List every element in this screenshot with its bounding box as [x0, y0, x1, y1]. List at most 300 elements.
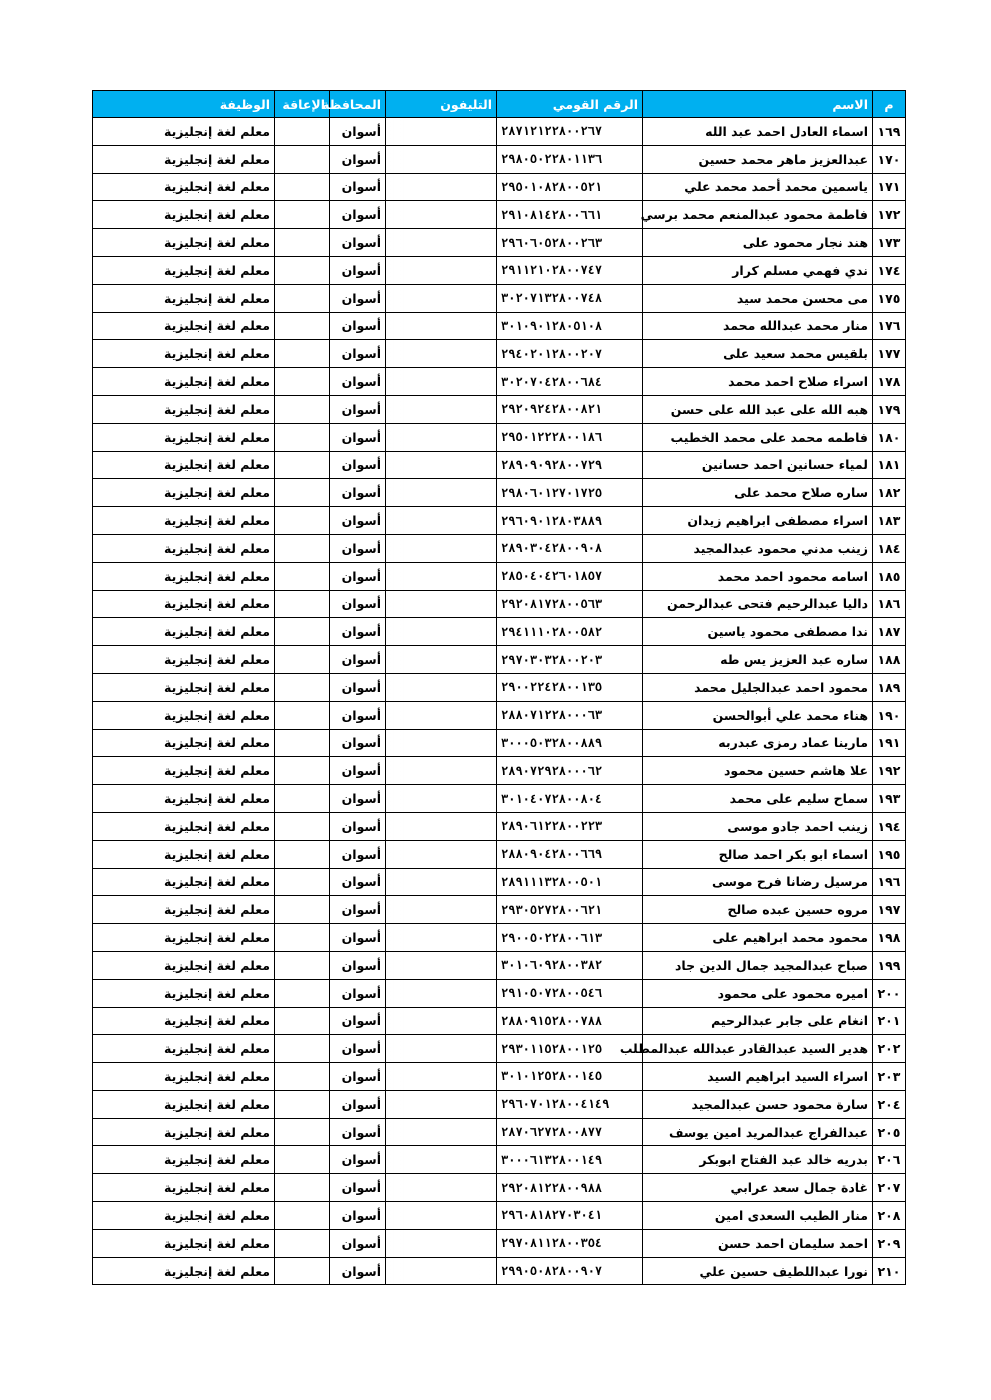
disability-cell	[275, 1035, 330, 1063]
governorate-cell: أسوان	[330, 1035, 386, 1063]
table-row	[93, 1007, 906, 1035]
row-number-cell: ١٧٣	[873, 229, 906, 257]
row-number-cell: ١٩٩	[873, 951, 906, 979]
governorate-cell: أسوان	[330, 646, 386, 674]
table-row	[93, 646, 906, 674]
phone-cell-redacted	[386, 757, 497, 785]
table-row	[93, 785, 906, 813]
name-cell: غادة جمال سعد عرابي	[643, 1174, 873, 1202]
national-id-cell: ٢٩٦٠٩٠١٢٨٠٣٨٨٩	[497, 507, 643, 535]
national-id-cell: ٢٩٨٠٦٠١٢٧٠١٧٢٥	[497, 479, 643, 507]
name-cell: ياسمين محمد أحمد محمد علي	[643, 173, 873, 201]
job-cell: معلم لغة إنجليزية	[93, 562, 275, 590]
governorate-cell: أسوان	[330, 479, 386, 507]
name-cell: لمياء حسانين احمد حسانين	[643, 451, 873, 479]
national-id-cell: ٣٠٠٠٦١٣٢٨٠٠١٤٩	[497, 1146, 643, 1174]
phone-cell-redacted	[386, 812, 497, 840]
national-id-cell: ٣٠١٠٦٠٩٢٨٠٠٣٨٢	[497, 951, 643, 979]
job-cell: معلم لغة إنجليزية	[93, 812, 275, 840]
name-cell: مى محسن محمد سيد	[643, 284, 873, 312]
row-number-cell: ١٨٩	[873, 673, 906, 701]
governorate-cell: أسوان	[330, 534, 386, 562]
disability-cell	[275, 896, 330, 924]
job-cell: معلم لغة إنجليزية	[93, 423, 275, 451]
name-cell: فاطمه محمد على محمد الخطيب	[643, 423, 873, 451]
governorate-cell: أسوان	[330, 729, 386, 757]
governorate-cell: أسوان	[330, 618, 386, 646]
table-row	[93, 201, 906, 229]
job-cell: معلم لغة إنجليزية	[93, 145, 275, 173]
disability-cell	[275, 534, 330, 562]
name-cell: اميره محمود على محمود	[643, 979, 873, 1007]
name-cell: منار محمد عبدالله محمد	[643, 312, 873, 340]
row-number-cell: ١٩٣	[873, 785, 906, 813]
disability-cell	[275, 229, 330, 257]
national-id-cell: ٢٩٦٠٨١٨٢٧٠٣٠٤١	[497, 1202, 643, 1230]
name-cell: داليا عبدالرحيم فتحى عبدالرحمن	[643, 590, 873, 618]
row-number-cell: ١٩٨	[873, 924, 906, 952]
row-number-cell: ٢٠٨	[873, 1202, 906, 1230]
row-number-cell: ٢٠٤	[873, 1090, 906, 1118]
name-cell: هند نجار محمود على	[643, 229, 873, 257]
name-cell: هبه الله على عبد الله على حسن	[643, 395, 873, 423]
name-cell: عبدالفراج عبدالمريد امين يوسف	[643, 1118, 873, 1146]
row-number-cell: ١٧٧	[873, 340, 906, 368]
header-num: م	[873, 91, 906, 118]
national-id-cell: ٣٠٢٠٧٠٤٢٨٠٠٦٨٤	[497, 368, 643, 396]
table-row	[93, 1257, 906, 1285]
governorate-cell: أسوان	[330, 1063, 386, 1091]
name-cell: اسماء العادل احمد عبد الله	[643, 118, 873, 146]
governorate-cell: أسوان	[330, 173, 386, 201]
name-cell: مروه حسين عبده صالح	[643, 896, 873, 924]
job-cell: معلم لغة إنجليزية	[93, 757, 275, 785]
national-id-cell: ٢٨٩٠٣٠٤٢٨٠٠٩٠٨	[497, 534, 643, 562]
name-cell: عبدالعزيز ماهر محمد حسين	[643, 145, 873, 173]
national-id-cell: ٢٩٢٠٨١٧٢٨٠٠٥٦٣	[497, 590, 643, 618]
table-row	[93, 312, 906, 340]
row-number-cell: ١٧١	[873, 173, 906, 201]
governorate-cell: أسوان	[330, 979, 386, 1007]
row-number-cell: ١٩٦	[873, 868, 906, 896]
name-cell: ندي فهمي مسلم كرار	[643, 256, 873, 284]
table-row	[93, 840, 906, 868]
table-row	[93, 673, 906, 701]
name-cell: هدير السيد عبدالقادر عبدالله عبدالمطلب	[643, 1035, 873, 1063]
disability-cell	[275, 201, 330, 229]
national-id-cell: ٢٩٦٠٧٠١٢٨٠٠٤١٤٩	[497, 1090, 643, 1118]
national-id-cell: ٢٨٩١١١٣٢٨٠٠٥٠١	[497, 868, 643, 896]
table-row	[93, 729, 906, 757]
header-phone: التليفون	[386, 91, 497, 118]
phone-cell-redacted	[386, 340, 497, 368]
disability-cell	[275, 1202, 330, 1230]
header-name: الاسم	[643, 91, 873, 118]
governorate-cell: أسوان	[330, 312, 386, 340]
name-cell: مرسيل رضانا فرح موسى	[643, 868, 873, 896]
phone-cell-redacted	[386, 507, 497, 535]
table-row	[93, 256, 906, 284]
phone-cell-redacted	[386, 590, 497, 618]
table-row	[93, 951, 906, 979]
job-cell: معلم لغة إنجليزية	[93, 729, 275, 757]
applicants-sheet	[92, 90, 905, 1285]
national-id-cell: ٢٩٠٠٥٠٢٢٨٠٠٦١٣	[497, 924, 643, 952]
job-cell: معلم لغة إنجليزية	[93, 979, 275, 1007]
row-number-cell: ١٨١	[873, 451, 906, 479]
job-cell: معلم لغة إنجليزية	[93, 534, 275, 562]
disability-cell	[275, 395, 330, 423]
governorate-cell: أسوان	[330, 256, 386, 284]
national-id-cell: ٢٨٩٠٩٠٩٢٨٠٠٧٢٩	[497, 451, 643, 479]
phone-cell-redacted	[386, 118, 497, 146]
table-row	[93, 812, 906, 840]
phone-cell-redacted	[386, 173, 497, 201]
table-row	[93, 479, 906, 507]
row-number-cell: ١٨٥	[873, 562, 906, 590]
table-body	[93, 118, 906, 1285]
row-number-cell: ١٨٦	[873, 590, 906, 618]
disability-cell	[275, 1229, 330, 1257]
row-number-cell: ١٧٢	[873, 201, 906, 229]
governorate-cell: أسوان	[330, 1007, 386, 1035]
row-number-cell: ٢٠٠	[873, 979, 906, 1007]
row-number-cell: ١٧٤	[873, 256, 906, 284]
governorate-cell: أسوان	[330, 145, 386, 173]
job-cell: معلم لغة إنجليزية	[93, 785, 275, 813]
job-cell: معلم لغة إنجليزية	[93, 395, 275, 423]
table-row	[93, 145, 906, 173]
job-cell: معلم لغة إنجليزية	[93, 590, 275, 618]
row-number-cell: ١٧٨	[873, 368, 906, 396]
table-row	[93, 284, 906, 312]
table-row	[93, 1229, 906, 1257]
table-row	[93, 590, 906, 618]
governorate-cell: أسوان	[330, 1202, 386, 1230]
phone-cell-redacted	[386, 534, 497, 562]
national-id-cell: ٢٩٢٠٨١٢٢٨٠٠٩٨٨	[497, 1174, 643, 1202]
disability-cell	[275, 673, 330, 701]
national-id-cell: ٢٩١١٢١٠٢٨٠٠٧٤٧	[497, 256, 643, 284]
row-number-cell: ٢٠٥	[873, 1118, 906, 1146]
header-governorate: المحافظة	[330, 91, 386, 118]
phone-cell-redacted	[386, 785, 497, 813]
disability-cell	[275, 256, 330, 284]
disability-cell	[275, 1174, 330, 1202]
row-number-cell: ١٧٥	[873, 284, 906, 312]
header-disability: الإعاقة	[275, 91, 330, 118]
national-id-cell: ٢٨٨٠٩١٥٢٨٠٠٧٨٨	[497, 1007, 643, 1035]
national-id-cell: ٢٨٧٠٦٢٧٢٨٠٠٨٧٧	[497, 1118, 643, 1146]
table-row	[93, 701, 906, 729]
job-cell: معلم لغة إنجليزية	[93, 1229, 275, 1257]
table-row	[93, 1118, 906, 1146]
national-id-cell: ٣٠١٠١٢٥٢٨٠٠١٤٥	[497, 1063, 643, 1091]
governorate-cell: أسوان	[330, 1118, 386, 1146]
table-row	[93, 451, 906, 479]
disability-cell	[275, 840, 330, 868]
phone-cell-redacted	[386, 618, 497, 646]
disability-cell	[275, 451, 330, 479]
job-cell: معلم لغة إنجليزية	[93, 284, 275, 312]
name-cell: ساره صلاح محمد على	[643, 479, 873, 507]
governorate-cell: أسوان	[330, 229, 386, 257]
governorate-cell: أسوان	[330, 590, 386, 618]
disability-cell	[275, 1118, 330, 1146]
row-number-cell: ١٦٩	[873, 118, 906, 146]
job-cell: معلم لغة إنجليزية	[93, 1174, 275, 1202]
row-number-cell: ٢٠٩	[873, 1229, 906, 1257]
job-cell: معلم لغة إنجليزية	[93, 1063, 275, 1091]
disability-cell	[275, 618, 330, 646]
disability-cell	[275, 562, 330, 590]
national-id-cell: ٢٩١٠٨١٤٢٨٠٠٦٦١	[497, 201, 643, 229]
governorate-cell: أسوان	[330, 423, 386, 451]
row-number-cell: ١٨٨	[873, 646, 906, 674]
row-number-cell: ١٧٩	[873, 395, 906, 423]
national-id-cell: ٢٩٤٠٢٠١٢٨٠٠٢٠٧	[497, 340, 643, 368]
name-cell: ندا مصطفى محمود ياسين	[643, 618, 873, 646]
phone-cell-redacted	[386, 1007, 497, 1035]
job-cell: معلم لغة إنجليزية	[93, 1202, 275, 1230]
governorate-cell: أسوان	[330, 812, 386, 840]
row-number-cell: ٢٠٣	[873, 1063, 906, 1091]
name-cell: اسماء ابو بكر احمد صالح	[643, 840, 873, 868]
governorate-cell: أسوان	[330, 368, 386, 396]
table-row	[93, 868, 906, 896]
phone-cell-redacted	[386, 1090, 497, 1118]
governorate-cell: أسوان	[330, 757, 386, 785]
phone-cell-redacted	[386, 1257, 497, 1285]
table-row	[93, 118, 906, 146]
national-id-cell: ٣٠٢٠٧١٣٢٨٠٠٧٤٨	[497, 284, 643, 312]
disability-cell	[275, 340, 330, 368]
phone-cell-redacted	[386, 729, 497, 757]
job-cell: معلم لغة إنجليزية	[93, 312, 275, 340]
job-cell: معلم لغة إنجليزية	[93, 451, 275, 479]
governorate-cell: أسوان	[330, 118, 386, 146]
table-row	[93, 1035, 906, 1063]
name-cell: محمود احمد عبدالجليل محمد	[643, 673, 873, 701]
governorate-cell: أسوان	[330, 840, 386, 868]
table-row	[93, 896, 906, 924]
governorate-cell: أسوان	[330, 451, 386, 479]
job-cell: معلم لغة إنجليزية	[93, 673, 275, 701]
governorate-cell: أسوان	[330, 284, 386, 312]
phone-cell-redacted	[386, 979, 497, 1007]
job-cell: معلم لغة إنجليزية	[93, 340, 275, 368]
national-id-cell: ٢٨٨٠٧١٢٢٨٠٠٠٦٣	[497, 701, 643, 729]
phone-cell-redacted	[386, 1202, 497, 1230]
applicants-table	[92, 90, 906, 1285]
governorate-cell: أسوان	[330, 673, 386, 701]
governorate-cell: أسوان	[330, 562, 386, 590]
name-cell: سارة محمود حسن عبدالمجيد	[643, 1090, 873, 1118]
governorate-cell: أسوان	[330, 924, 386, 952]
governorate-cell: أسوان	[330, 701, 386, 729]
job-cell: معلم لغة إنجليزية	[93, 1257, 275, 1285]
disability-cell	[275, 1257, 330, 1285]
table-row	[93, 1202, 906, 1230]
job-cell: معلم لغة إنجليزية	[93, 1146, 275, 1174]
job-cell: معلم لغة إنجليزية	[93, 1118, 275, 1146]
job-cell: معلم لغة إنجليزية	[93, 868, 275, 896]
job-cell: معلم لغة إنجليزية	[93, 201, 275, 229]
table-row	[93, 507, 906, 535]
job-cell: معلم لغة إنجليزية	[93, 1007, 275, 1035]
disability-cell	[275, 118, 330, 146]
national-id-cell: ٣٠٠٠٥٠٣٢٨٠٠٨٨٩	[497, 729, 643, 757]
disability-cell	[275, 507, 330, 535]
row-number-cell: ١٨٣	[873, 507, 906, 535]
governorate-cell: أسوان	[330, 896, 386, 924]
table-row	[93, 423, 906, 451]
header-row	[93, 91, 906, 118]
table-row	[93, 979, 906, 1007]
phone-cell-redacted	[386, 896, 497, 924]
national-id-cell: ٢٨٨٠٩٠٤٢٨٠٠٦٦٩	[497, 840, 643, 868]
phone-cell-redacted	[386, 201, 497, 229]
phone-cell-redacted	[386, 1118, 497, 1146]
national-id-cell: ٢٩٧٠٨١١٢٨٠٠٣٥٤	[497, 1229, 643, 1257]
name-cell: مارينا عماد رمزى عبدربه	[643, 729, 873, 757]
name-cell: انغام على جابر عبدالرحيم	[643, 1007, 873, 1035]
governorate-cell: أسوان	[330, 340, 386, 368]
table-row	[93, 618, 906, 646]
phone-cell-redacted	[386, 229, 497, 257]
disability-cell	[275, 590, 330, 618]
disability-cell	[275, 868, 330, 896]
name-cell: اسامه محمود احمد محمد	[643, 562, 873, 590]
row-number-cell: ٢٠٢	[873, 1035, 906, 1063]
disability-cell	[275, 924, 330, 952]
name-cell: بدريه خالد عبد الفتاح ابوبكر	[643, 1146, 873, 1174]
name-cell: محمود محمد ابراهيم على	[643, 924, 873, 952]
table-row	[93, 757, 906, 785]
phone-cell-redacted	[386, 1174, 497, 1202]
disability-cell	[275, 312, 330, 340]
national-id-cell: ٢٩٦٠٦٠٥٢٨٠٠٢٦٣	[497, 229, 643, 257]
row-number-cell: ١٧٠	[873, 145, 906, 173]
phone-cell-redacted	[386, 924, 497, 952]
disability-cell	[275, 423, 330, 451]
name-cell: صباح عبدالمجيد جمال الدين جاد	[643, 951, 873, 979]
job-cell: معلم لغة إنجليزية	[93, 507, 275, 535]
national-id-cell: ٢٩٨٠٥٠٢٢٨٠١١٣٦	[497, 145, 643, 173]
job-cell: معلم لغة إنجليزية	[93, 118, 275, 146]
table-row	[93, 924, 906, 952]
row-number-cell: ١٨٢	[873, 479, 906, 507]
row-number-cell: ٢١٠	[873, 1257, 906, 1285]
table-row	[93, 1174, 906, 1202]
national-id-cell: ٢٨٩٠٦١٢٢٨٠٠٢٢٣	[497, 812, 643, 840]
national-id-cell: ٢٩٥٠١٠٨٢٨٠٠٥٢١	[497, 173, 643, 201]
name-cell: بلقيس محمد سعيد على	[643, 340, 873, 368]
name-cell: منار الطيب السعدى امين	[643, 1202, 873, 1230]
table-row	[93, 368, 906, 396]
name-cell: هناء محمد علي أبوالحسن	[643, 701, 873, 729]
name-cell: زينب احمد جادو موسى	[643, 812, 873, 840]
disability-cell	[275, 951, 330, 979]
phone-cell-redacted	[386, 646, 497, 674]
phone-cell-redacted	[386, 145, 497, 173]
disability-cell	[275, 646, 330, 674]
name-cell: زينب مدني محمود عبدالمجيد	[643, 534, 873, 562]
header-job: الوظيفة	[93, 91, 275, 118]
job-cell: معلم لغة إنجليزية	[93, 840, 275, 868]
disability-cell	[275, 145, 330, 173]
national-id-cell: ٢٨٩٠٧٢٩٢٨٠٠٠٦٢	[497, 757, 643, 785]
table-row	[93, 1090, 906, 1118]
disability-cell	[275, 368, 330, 396]
phone-cell-redacted	[386, 451, 497, 479]
row-number-cell: ١٩٥	[873, 840, 906, 868]
table-row	[93, 340, 906, 368]
disability-cell	[275, 1090, 330, 1118]
phone-cell-redacted	[386, 312, 497, 340]
national-id-cell: ٢٩٢٠٩٢٤٢٨٠٠٨٢١	[497, 395, 643, 423]
phone-cell-redacted	[386, 673, 497, 701]
phone-cell-redacted	[386, 868, 497, 896]
national-id-cell: ٢٩١٠٥٠٧٢٨٠٠٥٤٦	[497, 979, 643, 1007]
national-id-cell: ٢٨٥٠٤٠٤٢٦٠١٨٥٧	[497, 562, 643, 590]
phone-cell-redacted	[386, 479, 497, 507]
table-row	[93, 395, 906, 423]
disability-cell	[275, 729, 330, 757]
name-cell: ساره عبد العزيز يس طه	[643, 646, 873, 674]
phone-cell-redacted	[386, 1146, 497, 1174]
row-number-cell: ١٩٤	[873, 812, 906, 840]
job-cell: معلم لغة إنجليزية	[93, 173, 275, 201]
job-cell: معلم لغة إنجليزية	[93, 701, 275, 729]
table-row	[93, 1063, 906, 1091]
table-row	[93, 1146, 906, 1174]
job-cell: معلم لغة إنجليزية	[93, 618, 275, 646]
phone-cell-redacted	[386, 423, 497, 451]
name-cell: احمد سليمان احمد حسن	[643, 1229, 873, 1257]
disability-cell	[275, 785, 330, 813]
disability-cell	[275, 701, 330, 729]
row-number-cell: ١٩١	[873, 729, 906, 757]
row-number-cell: ١٨٧	[873, 618, 906, 646]
row-number-cell: ١٨٠	[873, 423, 906, 451]
national-id-cell: ٢٩٤١١١٠٢٨٠٠٥٨٢	[497, 618, 643, 646]
phone-cell-redacted	[386, 284, 497, 312]
national-id-cell: ٣٠١٠٩٠١٢٨٠٥١٠٨	[497, 312, 643, 340]
governorate-cell: أسوان	[330, 868, 386, 896]
row-number-cell: ١٨٤	[873, 534, 906, 562]
governorate-cell: أسوان	[330, 785, 386, 813]
job-cell: معلم لغة إنجليزية	[93, 1035, 275, 1063]
disability-cell	[275, 1063, 330, 1091]
job-cell: معلم لغة إنجليزية	[93, 479, 275, 507]
national-id-cell: ٢٩٩٠٥٠٨٢٨٠٠٩٠٧	[497, 1257, 643, 1285]
governorate-cell: أسوان	[330, 507, 386, 535]
governorate-cell: أسوان	[330, 951, 386, 979]
phone-cell-redacted	[386, 395, 497, 423]
phone-cell-redacted	[386, 951, 497, 979]
national-id-cell: ٣٠١٠٤٠٧٢٨٠٠٨٠٤	[497, 785, 643, 813]
governorate-cell: أسوان	[330, 1229, 386, 1257]
name-cell: سماح سليم على محمد	[643, 785, 873, 813]
table-row	[93, 562, 906, 590]
table-row	[93, 229, 906, 257]
job-cell: معلم لغة إنجليزية	[93, 646, 275, 674]
phone-cell-redacted	[386, 256, 497, 284]
job-cell: معلم لغة إنجليزية	[93, 229, 275, 257]
row-number-cell: ٢٠٧	[873, 1174, 906, 1202]
disability-cell	[275, 173, 330, 201]
